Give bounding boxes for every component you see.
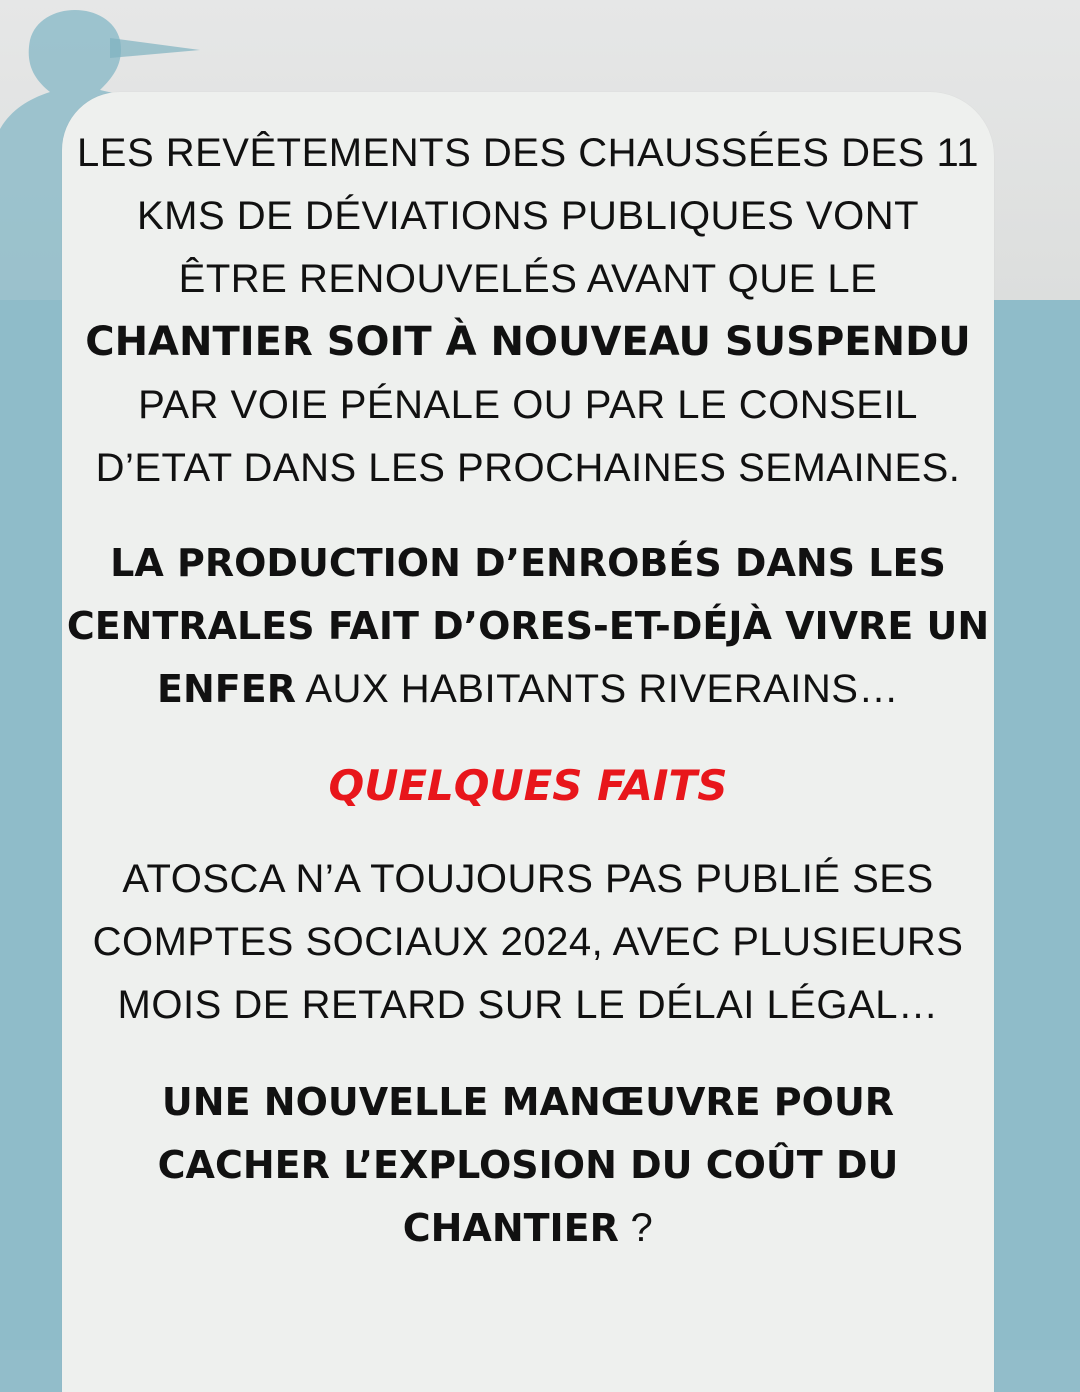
- paragraph-line: KMS DE DÉVIATIONS PUBLIQUES VONT: [136, 194, 920, 238]
- paragraph-line: LES REVÊTEMENTS DES CHAUSSÉES DES 11: [77, 131, 979, 175]
- bold-emphasis: CHANTIER SOIT À NOUVEAU SUSPENDU: [85, 319, 971, 365]
- bold-emphasis: LA PRODUCTION D’ENROBÉS DANS LES CENTRALES FAIT D’ORES-ET-DÉJÀ VIVRE UN ENFER: [66, 541, 990, 711]
- paragraph-text: ?: [618, 1206, 654, 1250]
- paragraph-line: D’ETAT DANS LES PROCHAINES SEMAINES.: [95, 446, 961, 490]
- paragraph-atosca: ATOSCA N’A TOUJOURS PAS PUBLIÉ SES COMPTES SOCIAUX 2024, AVEC PLUSIEURS MOIS DE RETARD SUR LE DÉLAI LÉGAL…: [92, 857, 964, 1027]
- paragraph-text: AUX HABITANTS RIVERAINS…: [295, 667, 899, 711]
- paragraph-line: ÊTRE RENOUVELÉS AVANT QUE LE: [178, 257, 878, 301]
- paragraph-production: [62, 532, 994, 721]
- bold-emphasis: UNE NOUVELLE MANŒUVRE POUR CACHER L’EXPLOSION DU COÛT DU CHANTIER: [157, 1080, 899, 1250]
- section-heading: QUELQUES FAITS: [328, 761, 728, 810]
- paragraph-question: [78, 1071, 978, 1260]
- card-content: [62, 122, 994, 1260]
- paragraph-deviations: [68, 122, 988, 500]
- paragraph-line: PAR VOIE PÉNALE OU PAR LE CONSEIL: [138, 383, 918, 427]
